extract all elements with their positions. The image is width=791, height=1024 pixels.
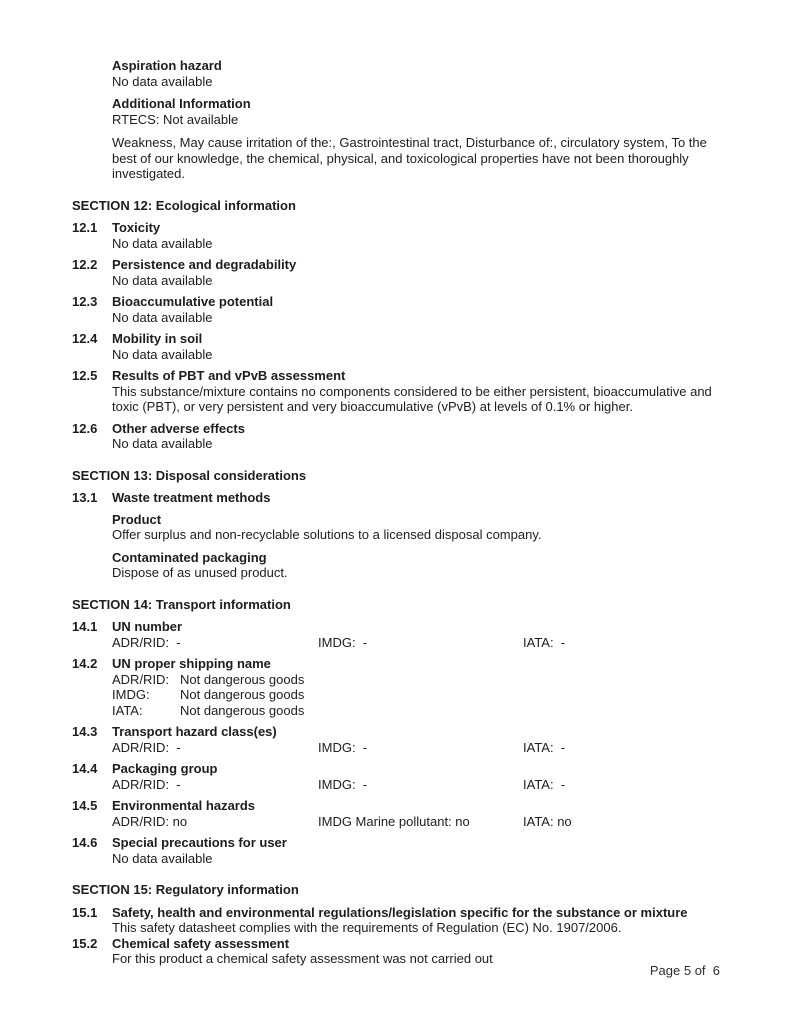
- transport-columns: [112, 814, 720, 830]
- iata-value: IATA: -: [523, 634, 566, 650]
- item-number: 12.2: [72, 257, 98, 272]
- item-title: Bioaccumulative potential: [112, 294, 274, 309]
- item-body: No data available: [112, 850, 213, 866]
- item-title: UN proper shipping name: [112, 656, 271, 671]
- subsection-body: No data available: [112, 73, 213, 89]
- item-number: 14.4: [72, 761, 98, 776]
- toxicology-note-paragraph: Weakness, May cause irritation of the:, Gastrointestinal tract, Disturbance of:, circulatory system, To the best of our knowledge, the chemical, physical, and toxicological properties have not been thoroughly investigated.: [112, 135, 707, 181]
- item-15-2: [72, 936, 720, 967]
- item-14-4: [72, 761, 720, 792]
- iata-value: Not dangerous goods: [180, 702, 305, 718]
- item-body: No data available: [112, 436, 213, 451]
- shipping-name-row: [112, 672, 720, 688]
- additional-information-block: [112, 96, 720, 127]
- item-12-6: [72, 421, 720, 452]
- subsection-body: Offer surplus and non-recyclable solutions to a licensed disposal company.: [112, 527, 542, 542]
- aspiration-hazard-block: [112, 58, 720, 89]
- item-12-2: [72, 257, 720, 288]
- iata-label: IATA:: [112, 702, 143, 718]
- item-number: 14.3: [72, 724, 98, 739]
- item-title: Toxicity: [112, 220, 161, 235]
- item-number: 15.2: [72, 935, 98, 951]
- item-number: 12.5: [72, 368, 98, 383]
- item-title: Chemical safety assessment: [112, 935, 290, 951]
- item-title: Safety, health and environmental regulations/legislation specific for the substance or mixture: [112, 904, 688, 920]
- item-body: No data available: [112, 235, 213, 251]
- item-title: Transport hazard class(es): [112, 724, 277, 739]
- item-number: 14.1: [72, 619, 98, 634]
- item-12-3: [72, 294, 720, 325]
- subsection-title: Additional Information: [112, 96, 251, 111]
- imdg-marine-pollutant-value: IMDG Marine pollutant: no: [318, 813, 470, 829]
- imdg-value: IMDG: -: [318, 739, 368, 755]
- iata-value: IATA: no: [523, 813, 572, 829]
- iata-value: IATA: -: [523, 739, 566, 755]
- adr-rid-value: Not dangerous goods: [180, 671, 305, 687]
- item-title: Results of PBT and vPvB assessment: [112, 368, 346, 383]
- adr-rid-value: ADR/RID: no: [112, 813, 188, 829]
- adr-rid-value: ADR/RID: -: [112, 776, 181, 792]
- imdg-value: IMDG: -: [318, 634, 368, 650]
- item-body: This substance/mixture contains no components considered to be either persistent, bioaccumulative and toxic (PBT), or very persistent and very bioaccumulative (vPvB) at levels of 0.1% or higher.: [112, 383, 712, 414]
- imdg-value: IMDG: -: [318, 776, 368, 792]
- iata-value: IATA: -: [523, 776, 566, 792]
- item-title: Packaging group: [112, 761, 218, 776]
- item-body: For this product a chemical safety assessment was not carried out: [112, 951, 493, 966]
- shipping-name-row: [112, 703, 720, 719]
- product-block: [112, 512, 720, 543]
- item-14-2: [72, 656, 720, 718]
- item-12-4: [72, 331, 720, 362]
- section-13-heading: SECTION 13: Disposal considerations: [72, 467, 307, 483]
- item-title: Persistence and degradability: [112, 257, 297, 272]
- item-body: No data available: [112, 272, 213, 288]
- section-12-heading: SECTION 12: Ecological information: [72, 197, 296, 213]
- page-number: Page 5 of 6: [649, 963, 720, 978]
- item-14-3: [72, 724, 720, 755]
- item-14-1: [72, 619, 720, 650]
- item-number: 14.2: [72, 656, 98, 671]
- item-number: 12.4: [72, 331, 98, 346]
- item-13-1: [72, 490, 720, 506]
- item-number: 12.3: [72, 294, 98, 309]
- item-body: This safety datasheet complies with the requirements of Regulation (EC) No. 1907/2006.: [112, 920, 622, 935]
- item-number: 14.5: [72, 798, 98, 813]
- item-12-5: [72, 368, 720, 415]
- subsection-title: Contaminated packaging: [112, 549, 267, 565]
- subsection-title: Aspiration hazard: [112, 58, 222, 73]
- subsection-body: RTECS: Not available: [112, 111, 239, 127]
- subsection-title: Product: [112, 511, 162, 527]
- item-title: Waste treatment methods: [112, 490, 271, 505]
- item-number: 13.1: [72, 490, 98, 505]
- adr-rid-value: ADR/RID: -: [112, 739, 181, 755]
- contaminated-packaging-block: [112, 550, 720, 581]
- item-title: Other adverse effects: [112, 420, 245, 436]
- item-title: UN number: [112, 619, 183, 634]
- item-14-6: [72, 835, 720, 866]
- subsection-body: Dispose of as unused product.: [112, 565, 288, 580]
- shipping-name-row: [112, 687, 720, 703]
- item-title: Special precautions for user: [112, 835, 287, 850]
- item-14-5: [72, 798, 720, 829]
- item-number: 14.6: [72, 835, 98, 850]
- transport-columns: [112, 777, 720, 793]
- item-body: No data available: [112, 309, 213, 325]
- item-body: No data available: [112, 346, 213, 362]
- item-number: 12.1: [72, 220, 98, 235]
- section-15-heading: SECTION 15: Regulatory information: [72, 882, 299, 897]
- transport-columns: [112, 635, 720, 651]
- item-number: 12.6: [72, 420, 98, 436]
- section-14-heading: SECTION 14: Transport information: [72, 596, 291, 612]
- item-15-1: [72, 905, 720, 936]
- item-12-1: [72, 220, 720, 251]
- item-title: Environmental hazards: [112, 798, 256, 813]
- adr-rid-value: ADR/RID: -: [112, 634, 181, 650]
- transport-columns: [112, 740, 720, 756]
- imdg-label: IMDG:: [112, 687, 150, 702]
- item-title: Mobility in soil: [112, 331, 203, 346]
- adr-rid-label: ADR/RID:: [112, 671, 170, 687]
- imdg-value: Not dangerous goods: [180, 687, 305, 702]
- item-number: 15.1: [72, 904, 98, 920]
